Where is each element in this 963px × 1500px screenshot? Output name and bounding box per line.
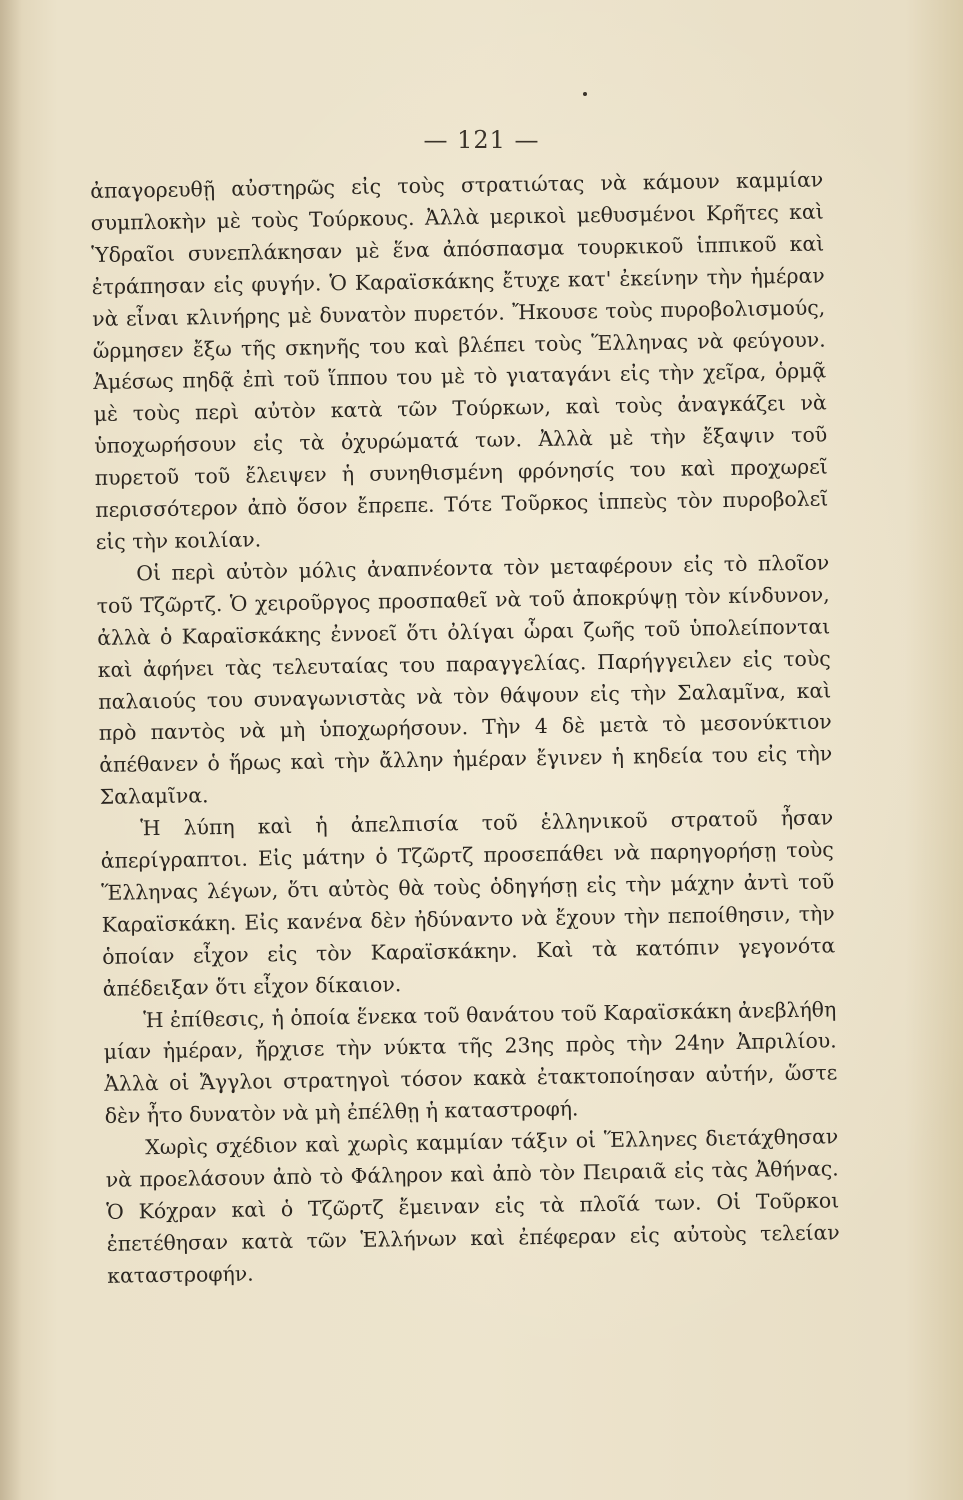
ink-speck [583,92,587,96]
paragraph-1: ἀπαγορευθῇ αὐστηρῶς εἰς τοὺς στρατιώτας νὰ κάμουν καμμίαν συμπλοκὴν μὲ τοὺς Τούρκους. Ἀλλὰ μερικοὶ μεθυσμένοι Κρῆτες καὶ Ὑδραῖοι συνεπλάκησαν μὲ ἕνα ἀπόσπασμα τουρκικοῦ ἱππικοῦ καὶ ἐτράπησαν εἰς φυγήν. Ὁ Καραϊσκάκης ἔτυχε κατ' ἐκείνην τὴν ἡμέραν νὰ εἶναι κλινήρης μὲ δυνατὸν πυρετόν. Ἤκουσε τοὺς πυροβολισμούς, ὥρμησεν ἔξω τῆς σκηνῆς του καὶ βλέπει τοὺς Ἕλληνας νὰ φεύγουν. Ἀμέσως πηδᾷ ἐπὶ τοῦ ἵππου του μὲ τὸ γιαταγάνι εἰς τὴν χεῖρα, ὁρμᾷ μὲ τοὺς περὶ αὐτὸν κατὰ τῶν Τούρκων, καὶ τοὺς ἀναγκάζει νὰ ὑποχωρήσουν εἰς τὰ ὀχυρώματά των. Ἀλλὰ μὲ τὴν ἔξαψιν τοῦ πυρετοῦ τοῦ ἔλειψεν ἡ συνηθισμένη φρόνησίς του καὶ προχωρεῖ περισσότερον ἀπὸ ὅσον ἔπρεπε. Τότε Τοῦρκος ἱππεὺς τὸν πυροβολεῖ εἰς τὴν κοιλίαν. [90,167,829,554]
paragraph-4: Ἡ ἐπίθεσις, ἡ ὁποία ἕνεκα τοῦ θανάτου τοῦ Καραϊσκάκη ἀνεβλήθη μίαν ἡμέραν, ἤρχισε τὴν νύκτα τῆς 23ης πρὸς τὴν 24ην Ἀπριλίου. Ἀλλὰ οἱ Ἄγγλοι στρατηγοὶ τόσον κακὰ ἐτακτοποίησαν αὐτήν, ὥστε δὲν ἦτο δυνατὸν νὰ μὴ ἐπέλθῃ ἡ καταστροφή. [103,996,838,1129]
body-text [90,164,840,1292]
binding-shadow [0,0,22,1500]
paragraph-5: Χωρὶς σχέδιον καὶ χωρὶς καμμίαν τάξιν οἱ Ἕλληνες διετάχθησαν νὰ προελάσουν ἀπὸ τὸ Φάληρον καὶ ἀπὸ τὸν Πειραιᾶ εἰς τὰς Ἀθήνας. Ὁ Κόχραν καὶ ὁ Τζῶρτζ ἔμειναν εἰς τὰ πλοῖά των. Οἱ Τοῦρκοι ἐπετέθησαν κατὰ τῶν Ἑλλήνων καὶ ἐπέφεραν εἰς αὐτοὺς τελείαν καταστροφήν. [105,1124,840,1288]
page-number: — 121 — [423,126,540,154]
paragraph-2: Οἱ περὶ αὐτὸν μόλις ἀναπνέοντα τὸν μεταφέρουν εἰς τὸ πλοῖον τοῦ Τζῶρτζ. Ὁ χειροῦργος προσπαθεῖ νὰ τοῦ ἀποκρύψῃ τὸν κίνδυνον, ἀλλὰ ὁ Καραϊσκάκης ἐννοεῖ ὅτι ὀλίγαι ὧραι ζωῆς τοῦ ὑπολείπονται καὶ ἀφήνει τὰς τελευταίας του παραγγελίας. Παρήγγειλεν εἰς τοὺς παλαιούς του συναγωνιστὰς νὰ τὸν θάψουν εἰς τὴν Σαλαμῖνα, καὶ πρὸ παντὸς νὰ μὴ ὑποχωρήσουν. Τὴν 4 δὲ μετὰ τὸ μεσονύκτιον ἀπέθανεν ὁ ἥρως καὶ τὴν ἄλλην ἡμέραν ἔγινεν ἡ κηδεία του εἰς τὴν Σαλαμῖνα. [96,550,833,810]
paragraph-3: Ἡ λύπη καὶ ἡ ἀπελπισία τοῦ ἑλληνικοῦ στρατοῦ ἦσαν ἀπερίγραπτοι. Εἰς μάτην ὁ Τζῶρτζ προσεπάθει νὰ παρηγορήσῃ τοὺς Ἕλληνας λέγων, ὅτι αὐτὸς θὰ τοὺς ὁδηγήσῃ εἰς τὴν μάχην ἀντὶ τοῦ Καραϊσκάκη. Εἰς κανένα δὲν ἠδύναντο νὰ ἔχουν τὴν πεποίθησιν, τὴν ὁποίαν εἶχον εἰς τὸν Καραϊσκάκην. Καὶ τὰ κατόπιν γεγονότα ἀπέδειξαν ὅτι εἶχον δίκαιον. [100,805,836,1001]
